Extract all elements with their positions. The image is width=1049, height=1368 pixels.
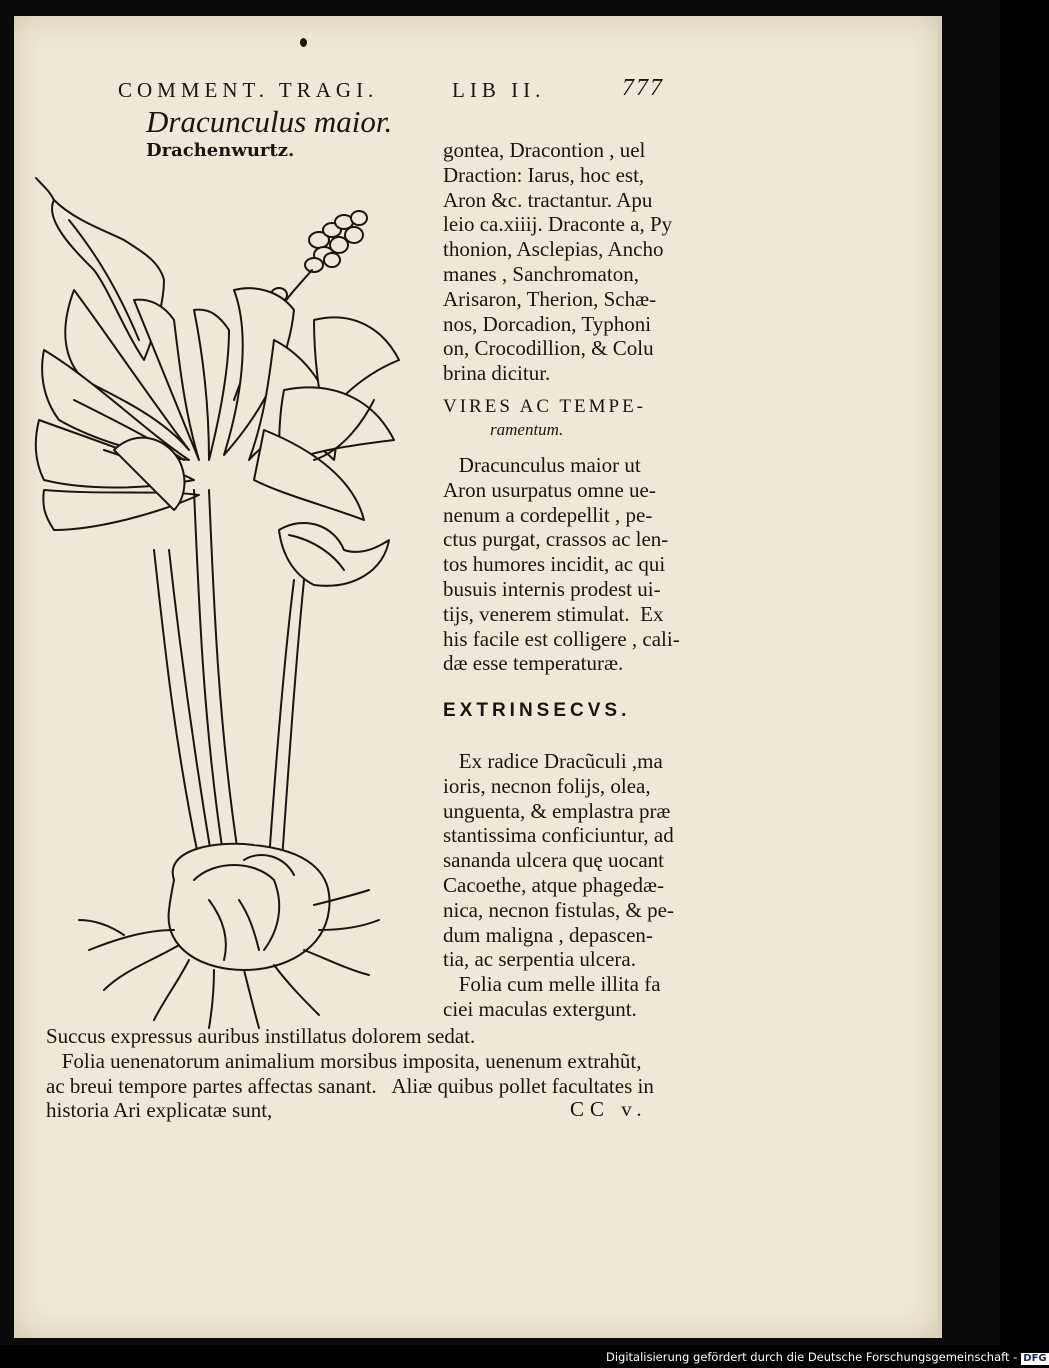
signature-mark: CC v.: [570, 1097, 648, 1121]
text-line: historia Ari explicatæ sunt,: [46, 1098, 273, 1123]
text-line: Dracunculus maior ut: [443, 453, 641, 477]
text-line: Cacoethe, atque phagedæ-: [443, 872, 664, 897]
text-line: his facile est colligere , cali-: [443, 626, 680, 651]
text-line: stantissima conficiuntur, ad: [443, 823, 674, 848]
text-line: busuis internis prodest ui-: [443, 576, 661, 601]
text-line: Aron usurpatus omne ue-: [443, 477, 656, 502]
text-line: tia, ac serpentia ulcera.: [443, 947, 636, 972]
text-line: tijs, venerem stimulat. Ex: [443, 601, 664, 626]
text-line: on, Crocodillion, & Colu: [443, 336, 654, 361]
section-heading-extrinsecus: EXTRINSECVS.: [443, 700, 631, 721]
page-edge: [938, 16, 942, 1338]
text-line: ioris, necnon folijs, olea,: [443, 773, 651, 798]
text-column-vires: [443, 453, 688, 676]
text-line: Draction: Iarus, hoc est,: [443, 162, 645, 187]
dracunculus-woodcut-illustration: [14, 160, 434, 1030]
plant-title: Dracunculus maior.: [146, 104, 393, 139]
text-line: Aron &c. tractantur. Apu: [443, 187, 653, 212]
text-line: Arisaron, Therion, Schæ-: [443, 286, 657, 311]
text-line: leio ca.xiiij. Draconte a, Py: [443, 212, 673, 237]
section-heading-vires-cont: ramentum.: [490, 420, 564, 439]
credit-text: Digitalisierung gefördert durch die Deutsche Forschungsgemeinschaft -: [606, 1350, 1018, 1364]
text-line: Folia cum melle illita fa: [443, 972, 661, 997]
text-line: ctus purgat, crassos ac len-: [443, 527, 669, 552]
text-line: sananda ulcera quę uocant: [443, 848, 664, 873]
running-head-left: COMMENT. TRAGI.: [118, 78, 379, 102]
text-line: manes , Sanchromaton,: [443, 261, 639, 286]
text-line: Succus expressus auribus instillatus dolorem sedat.: [46, 1024, 476, 1048]
text-line: ciei maculas extergunt.: [443, 996, 637, 1021]
text-line: nos, Dorcadion, Typhoni: [443, 311, 652, 336]
section-heading-vires: VIRES AC TEMPE-: [443, 396, 647, 417]
text-line: nenum a cordepellit , pe-: [443, 502, 653, 527]
text-line: Folia uenenatorum animalium morsibus imposita, uenenum extrahũt,: [46, 1048, 642, 1073]
text-line: thonion, Asclepias, Ancho: [443, 237, 664, 262]
text-column-extrinsecus: [443, 749, 688, 1022]
page-number: 777: [622, 75, 664, 101]
plant-german-name: Drachenwurtz.: [146, 140, 295, 161]
text-line: gontea, Dracontion , uel: [443, 138, 646, 162]
text-line: ac breui tempore partes affectas sanant. Aliæ quibus pollet facultates in: [46, 1073, 654, 1098]
text-line: dum maligna , depascen-: [443, 922, 653, 947]
ink-dot: [300, 38, 307, 47]
text-line: unguenta, & emplastra præ: [443, 798, 671, 823]
digitization-credit: [606, 1350, 1049, 1365]
dfg-logo: DFG: [1023, 1353, 1047, 1364]
text-column-top: [443, 138, 688, 386]
text-line: tos humores incidit, ac qui: [443, 552, 666, 577]
running-head-book: LIB II.: [452, 78, 546, 102]
text-line: Ex radice Dracũculi ,ma: [443, 749, 663, 773]
text-line: nica, necnon fistulas, & pe-: [443, 897, 674, 922]
text-line: dæ esse temperaturæ.: [443, 651, 624, 676]
text-line: brina dicitur.: [443, 361, 551, 386]
